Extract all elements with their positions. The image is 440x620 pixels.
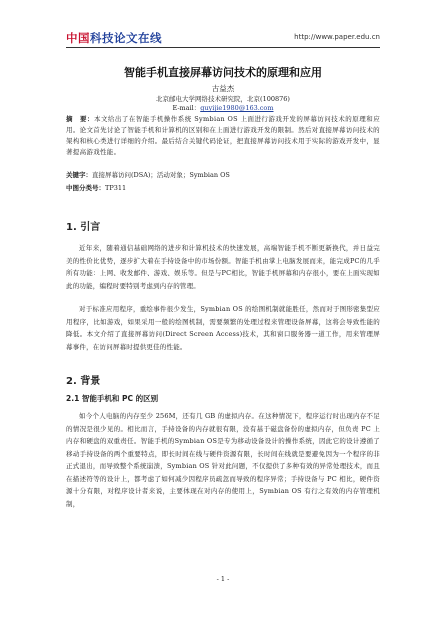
header-divider — [66, 47, 380, 48]
background-paragraph-1: 如今个人电脑的内存至少 256M，还有几 GB 的虚拟内存。在这种情况下，程序运行时出现内存不足的情况是很少见的。相比而言，手持设备的内存就很有限，没有基于磁盘备份的虚拟内存，但负责 PC 上内存和硬盘的双重责任。智能手机的Symbian OS是专为移动设备设计的操作系统，因此它的设计遵循了移动手持设备的两个重要特点，即长时间在线与硬件资源有限，长时间在线就是要避免因为一个程序的非正式退出，而导致整个系统崩溃，Symbian OS 针对此问题，不仅提供了多种有效的异常处理技术，而且在描述符等的设计上，都考虑了如何减少因程序员疏忽而导致的程序异常；手持设备与 PC 相比，硬件资源十分有限，对程序设计者来说，主要体现在对内存的使用上，Symbian OS 有行之有效的内存管理机制， — [66, 412, 380, 508]
author-email-link[interactable]: guyijie1980@163.com — [200, 104, 274, 112]
page-number: - 1 - — [216, 575, 230, 583]
subsection-heading-2-1: 2.1 智能手机和 PC 的区别 — [66, 394, 159, 403]
paper-title: 智能手机直接屏幕访问技术的原理和应用 — [124, 66, 322, 79]
paper-author: 古益杰 — [211, 84, 235, 93]
email-label: E-mail： — [172, 104, 201, 112]
author-email-line — [66, 103, 380, 112]
logo-text-red: 中国 — [66, 31, 90, 45]
intro-paragraph-2: 对于标准应用程序，重绘事件很少发生，Symbian OS 的绘图机制就能胜任，然而对于图形密集型应用程序，比如游戏，如果采用一般的绘图机制，需要频繁的处理过程来管理设备屏幕，这将会导致性能的降低。本文介绍了直接屏幕访问(Direct Screen Access)技术，其和窗口服务器一道工作，用来管理屏幕事件，在访问屏幕时提供更佳的性能。 — [66, 305, 380, 351]
classification-label: 中图分类号： — [66, 184, 105, 192]
section-heading-introduction: 1. 引言 — [66, 222, 101, 233]
keywords-text: 直接屏幕访问(DSA)；活动对象；Symbian OS — [92, 171, 230, 179]
intro-paragraph-1: 近年来，随着通信基础网络的进步和计算机技术的快速发展，高端智能手机不断更新换代，并日益完美的性价比优势，逐步扩大着在手持设备中的市场份额。智能手机由掌上电脑发展而来，能完成PC的几乎所有功能：上网、收发邮件、游戏、娱乐等。但是与PC相比，智能手机屏幕和内存很小，要在上面实现如此的功能，编程时要特别考虑到内存的管理。 — [66, 244, 380, 290]
abstract-label: 摘 要： — [66, 115, 94, 123]
page-header — [66, 30, 380, 46]
logo-text-blue: 科技论文在线 — [90, 31, 162, 45]
classification-text: TP311 — [105, 184, 127, 192]
abstract — [66, 114, 380, 158]
section-heading-background: 2. 背景 — [66, 376, 101, 387]
abstract-text: 本文给出了在智能手机操作系统 Symbian OS 上面进行游戏开发的屏幕访问技术的原理和应用。论文首先讨论了智能手机和计算机的区别和在上面进行游戏开发的限制。然后对直接屏幕访问技术的架构和核心类进行详细的介绍。最后结合关键代码论证，把直接屏幕访问技术用于实际的游戏开发中，显著提高游戏性能。 — [66, 115, 381, 156]
keywords — [66, 170, 380, 179]
classification — [66, 183, 380, 192]
site-logo[interactable] — [66, 30, 162, 46]
site-url[interactable]: http://www.paper.edu.cn — [294, 33, 380, 41]
keywords-label: 关键字： — [66, 171, 92, 179]
author-affiliation: 北京邮电大学网络技术研究院，北京(100876) — [156, 95, 290, 103]
